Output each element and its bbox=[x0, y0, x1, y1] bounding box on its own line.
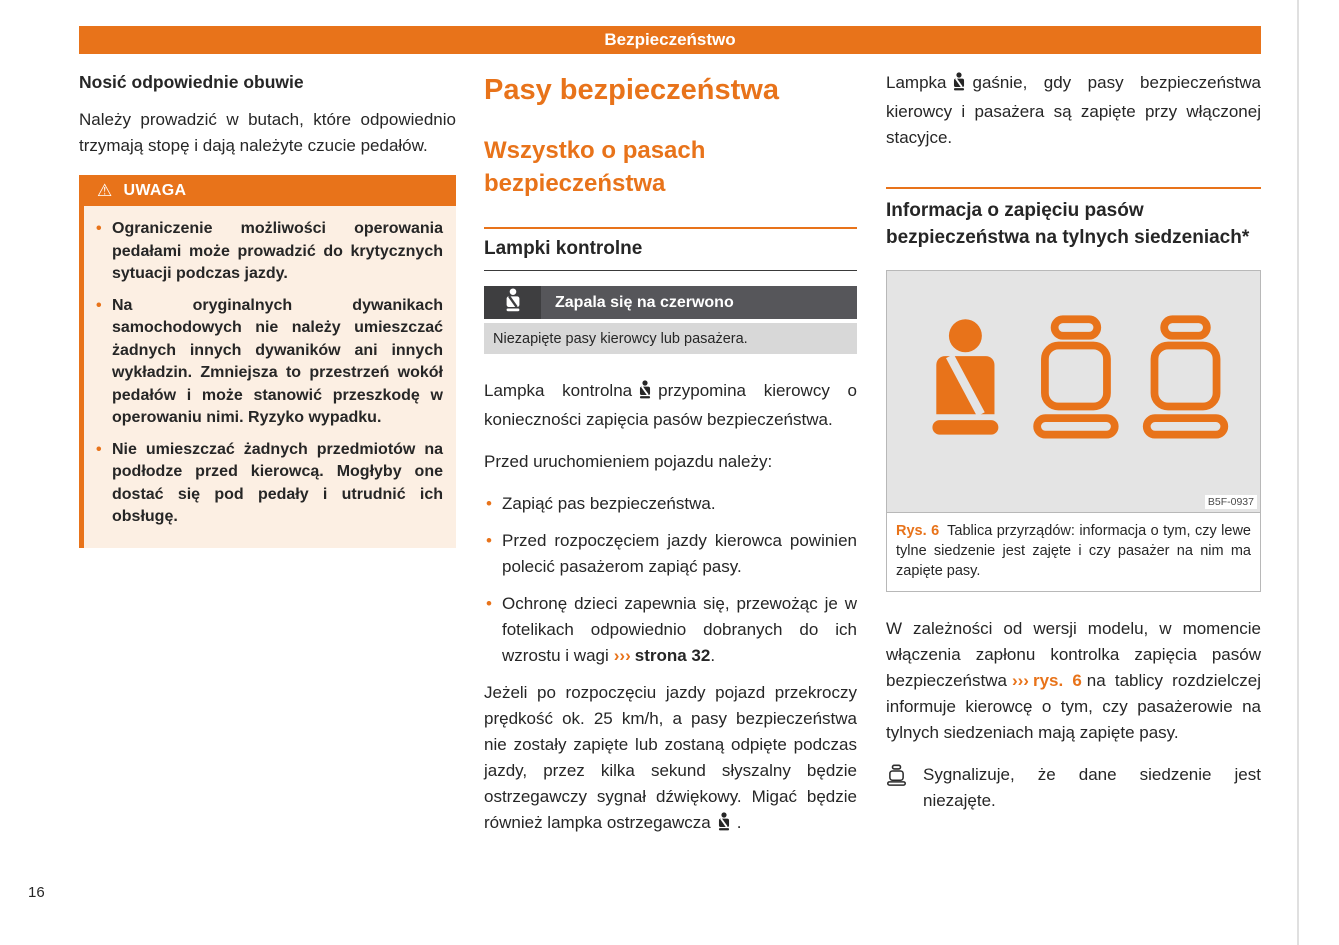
indicator-icon-cell bbox=[484, 286, 541, 319]
paragraph-model-version: W zależności od wersji modelu, w momencie włączenia zapłonu kontrolka zapięcia pasów bezpieczeństwa ››› rys. 6 na tablicy rozdzielczej informuje kierowcę o tym, czy pasażerowie na tylnych siedzeniach mają zapięte pasy. bbox=[886, 619, 1261, 742]
warning-box bbox=[79, 175, 456, 548]
warning-triangle-icon: ⚠ bbox=[97, 180, 113, 200]
seatbelt-warning-icon bbox=[717, 812, 731, 839]
indicator-label: Zapala się na czerwono bbox=[555, 293, 734, 311]
paragraph-lamp-off: Lampka gaśnie, gdy pasy bezpieczeństwa kierowcy i pasażera są zapięte przy włączonej stacyjce. bbox=[886, 73, 1261, 147]
figure-caption: Rys. 6 Tablica przyrządów: informacja o tym, czy lewe tylne siedzenie jest zajęte i czy pasażer na nim ma zapięte pasy. bbox=[887, 513, 1260, 591]
seat-occupancy-illustration bbox=[914, 309, 1234, 475]
list-item: • Przed rozpoczęciem jazdy kierowca powinien polecić pasażerom zapiąć pasy. bbox=[484, 528, 857, 580]
figure-code: B5F-0937 bbox=[1205, 495, 1257, 509]
column-middle bbox=[484, 70, 857, 855]
legend-text: Sygnalizuje, że dane siedzenie jest niezajęte. bbox=[923, 765, 1261, 810]
paragraph-before-start: Przed uruchomieniem pojazdu należy: bbox=[484, 452, 773, 471]
warning-item: • Nie umieszczać żadnych przedmiotów na podłodze przed kierowcą. Mogłyby one dostać się pod pedały i utrudnić ich obsługę. bbox=[95, 439, 443, 529]
indicator-condition: Niezapięte pasy kierowcy lub pasażera. bbox=[484, 323, 857, 354]
warning-item: • Na oryginalnych dywanikach samochodowych nie należy umieszczać żadnych innych dywaników ani innych wykładzin. Zmniejsza to przestrzeń wokół pedałów i może stanowić przeszkodę w operowaniu nimi. Ryzyko wypadku. bbox=[95, 295, 443, 430]
page-edge bbox=[1297, 0, 1299, 945]
figure-rear-seat-indicator bbox=[886, 270, 1261, 592]
warning-list bbox=[84, 206, 456, 548]
chapter-section-title: Pasy bezpieczeństwa bbox=[484, 74, 779, 106]
list-item: • Zapiąć pas bezpieczeństwa. bbox=[484, 491, 857, 517]
legend-item-seat-unoccupied bbox=[886, 762, 1261, 814]
seatbelt-warning-icon bbox=[952, 72, 966, 99]
seatbelt-warning-icon bbox=[638, 380, 652, 407]
reference-arrows-icon: ››› bbox=[613, 646, 631, 665]
section-heading-footwear: Nosić odpowiednie obuwie bbox=[79, 72, 304, 92]
list-item: • Ochronę dzieci zapewnia się, przewożąc je w fotelikach odpowiednio dobranych do ich wzrostu i wagi ››› strona 32. bbox=[484, 591, 857, 669]
figure-image bbox=[887, 271, 1260, 513]
instruction-list bbox=[484, 491, 857, 669]
paragraph-footwear: Należy prowadzić w butach, które odpowiednio trzymają stopę i dają należyte czucie pedałów. bbox=[79, 110, 456, 155]
indicator-bar bbox=[484, 286, 857, 319]
figure-reference: ››› rys. 6 bbox=[1011, 671, 1082, 690]
warning-header bbox=[84, 175, 456, 206]
seat-icon bbox=[886, 764, 907, 791]
empty-seat-icon bbox=[1146, 319, 1224, 434]
page-reference: ››› strona 32 bbox=[613, 646, 711, 665]
column-left bbox=[79, 70, 456, 548]
empty-seat-icon bbox=[1037, 319, 1115, 434]
page-number: 16 bbox=[28, 884, 45, 901]
warning-title: UWAGA bbox=[123, 181, 187, 199]
chapter-header-bar bbox=[79, 26, 1261, 54]
paragraph-speed-warning: Jeżeli po rozpoczęciu jazdy pojazd przekroczy prędkość ok. 25 km/h, a pasy bezpieczeństwa nie zostały zapięte lub zostaną odpięte podczas jazdy, przez kilka sekund słyszalny będzie ostrzegawczy sygnał dźwiękowy. Migać będzie również lampka ostrzegawcza . bbox=[484, 680, 857, 839]
section-heading-rear-belts: Informacja o zapięciu pasów bezpieczeństwa na tylnych siedzeniach* bbox=[886, 187, 1261, 251]
reference-arrows-icon: ››› bbox=[1011, 671, 1029, 690]
column-right bbox=[886, 70, 1261, 814]
seatbelt-warning-icon bbox=[504, 288, 522, 317]
chapter-title: Bezpieczeństwo bbox=[604, 30, 736, 49]
paragraph-indicator: Lampka kontrolna przypomina kierowcy o konieczności zapięcia pasów bezpieczeństwa. bbox=[484, 381, 857, 429]
section-heading-indicators: Lampki kontrolne bbox=[484, 227, 857, 271]
figure-label: Rys. 6 bbox=[896, 523, 940, 539]
subsection-title: Wszystko o pasach bezpieczeństwa bbox=[484, 137, 706, 197]
warning-item: • Ograniczenie możliwości operowania pedałami może prowadzić do krytycznych sytuacji podczas jazdy. bbox=[95, 218, 443, 286]
